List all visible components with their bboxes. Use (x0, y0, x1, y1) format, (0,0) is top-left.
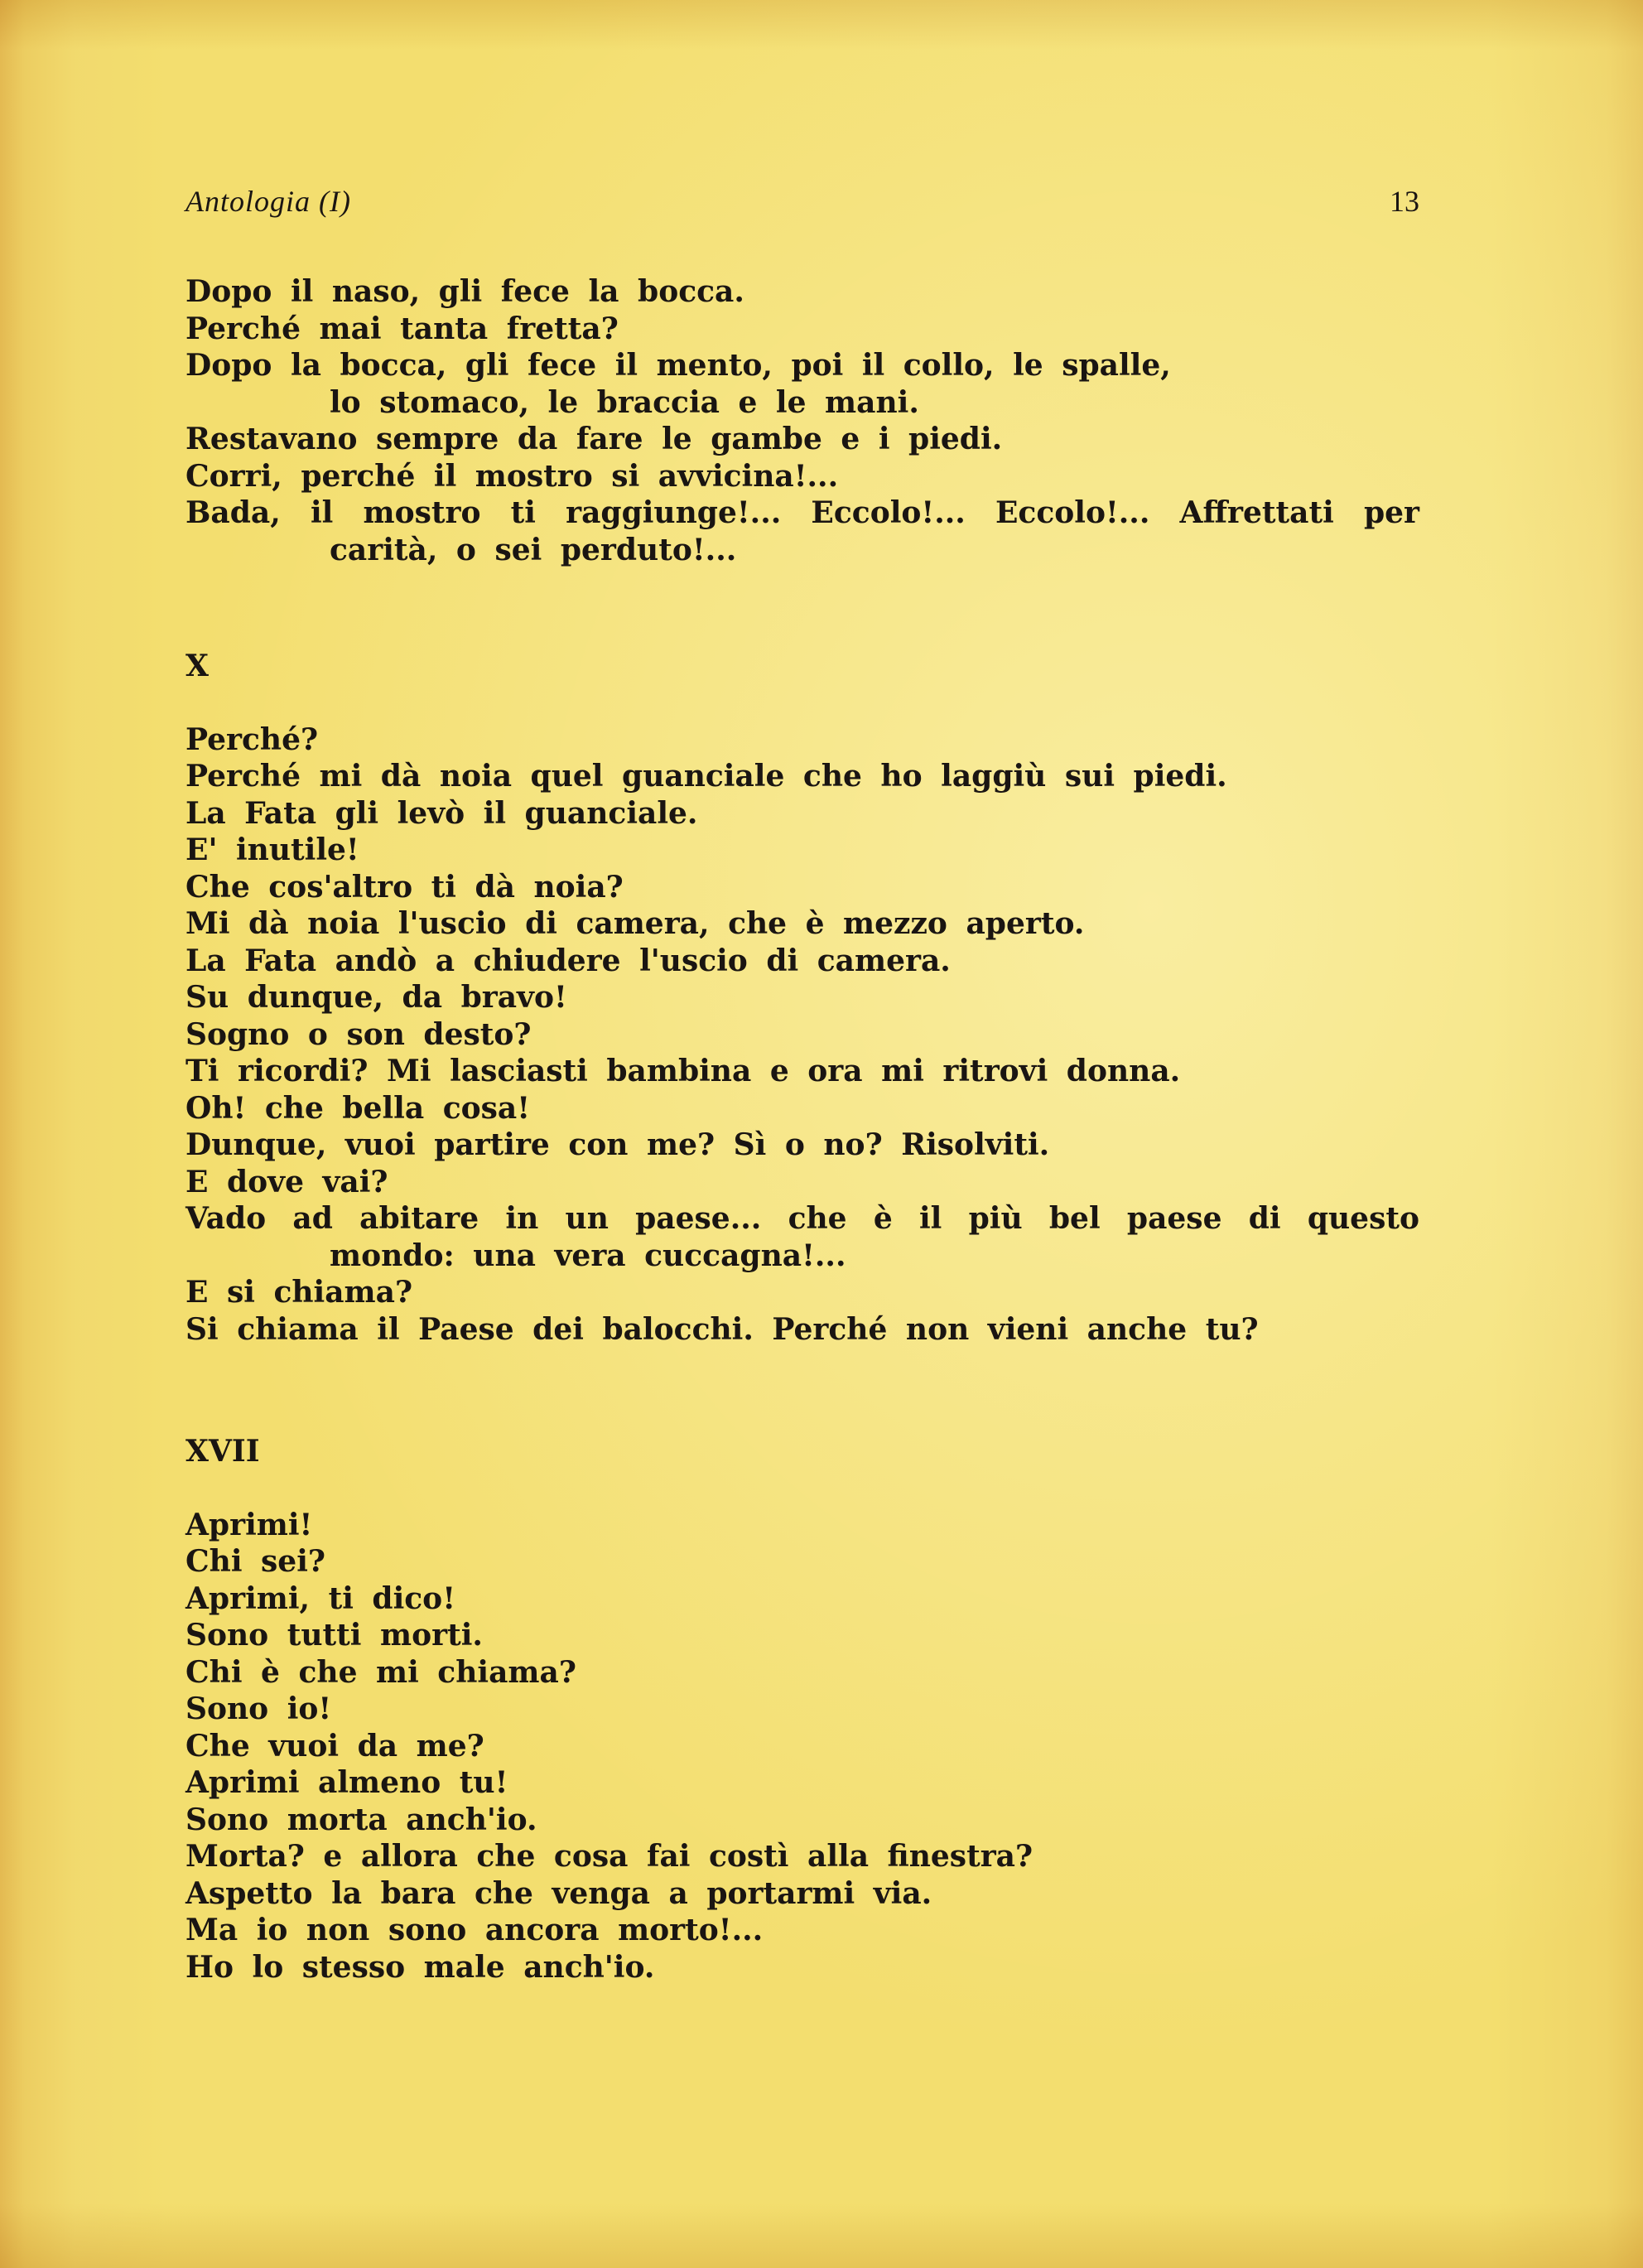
section-heading: XVII (186, 1434, 260, 1469)
text-line: Ma io non sono ancora morto!... (186, 1913, 764, 1947)
text-line: Bada, il mostro ti raggiunge!... Eccolo!... Eccolo!... Affrettati per (186, 495, 1419, 530)
page-number: 13 (1390, 185, 1419, 218)
text-line: Restavano sempre da fare le gambe e i piedi. (186, 422, 1003, 456)
text-line: Chi sei? (186, 1544, 325, 1579)
text-line: Mi dà noia l'uscio di camera, che è mezzo aperto. (186, 906, 1085, 941)
text-line: Dopo il naso, gli fece la bocca. (186, 274, 744, 309)
text-line: Oh! che bella cosa! (186, 1090, 531, 1126)
text-line: mondo: una vera cuccagna!... (330, 1238, 846, 1273)
text-line: E' inutile! (186, 832, 359, 867)
text-line: Ho lo stesso male anch'io. (186, 1949, 655, 1985)
text-line: E si chiama? (186, 1275, 413, 1310)
text-line: Morta? e allora che cosa fai costì alla finestra? (186, 1839, 1034, 1874)
section-xvii (186, 1433, 1419, 1986)
text-line: Perché mai tanta fretta? (186, 311, 619, 346)
text-line: Perché mi dà noia quel guanciale che ho laggiù sui piedi. (186, 759, 1227, 794)
text-line: Che vuoi da me? (186, 1728, 484, 1764)
section-heading: X (186, 649, 209, 683)
text-line: Chi è che mi chiama? (186, 1654, 576, 1690)
section-x (186, 648, 1419, 1348)
text-line: Aprimi! (186, 1507, 313, 1542)
page-header (186, 184, 1419, 224)
text-line: Aspetto la bara che venga a portarmi via. (186, 1875, 932, 1911)
page-body (186, 273, 1419, 1986)
text-line: Sono morta anch'io. (186, 1802, 537, 1837)
text-line: Dunque, vuoi partire con me? Sì o no? Risolviti. (186, 1127, 1050, 1162)
text-line: La Fata andò a chiudere l'uscio di camera. (186, 943, 951, 978)
text-line: carità, o sei perduto!... (330, 532, 737, 567)
text-line: Si chiama il Paese dei balocchi. Perché non vieni anche tu? (186, 1311, 1259, 1347)
text-line: Aprimi, ti dico! (186, 1580, 455, 1616)
text-line: Vado ad abitare in un paese... che è il più bel paese di questo (186, 1201, 1419, 1236)
text-line: Aprimi almeno tu! (186, 1765, 508, 1800)
text-line: Sono tutti morti. (186, 1618, 483, 1653)
section-intro (186, 273, 1419, 568)
text-line: Che cos'altro ti dà noia? (186, 869, 624, 905)
text-line: lo stomaco, le braccia e le mani. (330, 384, 919, 420)
text-line: Su dunque, da bravo! (186, 980, 567, 1015)
text-line: Corri, perché il mostro si avvicina!... (186, 458, 839, 494)
text-line: Dopo la bocca, gli fece il mento, poi il collo, le spalle, (186, 348, 1171, 383)
text-line: E dove vai? (186, 1164, 388, 1199)
text-line: Sogno o son desto? (186, 1016, 532, 1052)
running-title: Antologia (I) (186, 185, 351, 218)
text-line: Perché? (186, 721, 319, 757)
text-line: Sono io! (186, 1691, 332, 1726)
text-line: La Fata gli levò il guanciale. (186, 795, 698, 831)
text-line: Ti ricordi? Mi lasciasti bambina e ora mi ritrovi donna. (186, 1054, 1181, 1088)
